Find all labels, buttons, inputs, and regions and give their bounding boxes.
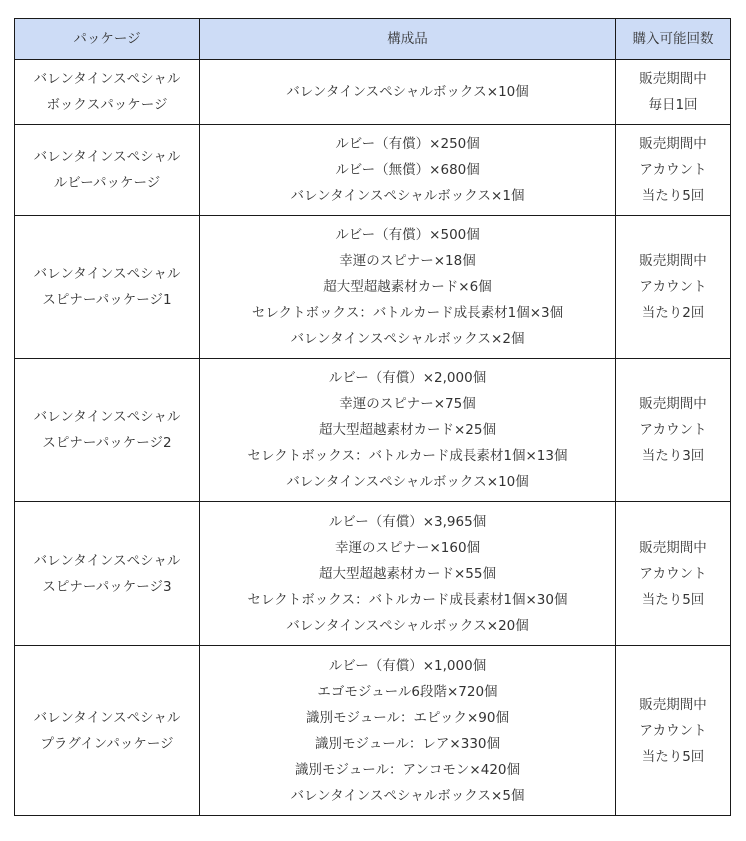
limit-line: 販売期間中 [639, 253, 707, 269]
package-name-line: バレンタインスペシャル [33, 71, 181, 87]
table-row [15, 502, 731, 646]
contents-cell [200, 125, 616, 216]
purchase-limit-cell [616, 60, 731, 125]
limit-line: アカウント [639, 279, 707, 295]
contents-cell [200, 216, 616, 359]
purchase-limit-cell [616, 359, 731, 502]
package-name-line: スピナーパッケージ3 [42, 578, 172, 595]
contents-cell [200, 646, 616, 816]
table-header-row [15, 19, 731, 60]
package-name-line: バレンタインスペシャル [33, 266, 181, 282]
package-name-line: バレンタインスペシャル [33, 409, 181, 425]
package-name-cell [15, 646, 200, 816]
contents-cell [200, 60, 616, 125]
contents-item: 超大型超越素材カード×55個 [319, 565, 496, 582]
contents-item: セレクトボックス：バトルカード成長素材1個×30個 [247, 591, 568, 608]
table-row [15, 216, 731, 359]
contents-item: バレンタインスペシャルボックス×10個 [286, 474, 529, 490]
contents-item: バレンタインスペシャルボックス×10個 [286, 84, 529, 100]
package-name-cell [15, 216, 200, 359]
limit-line: 毎日1回 [648, 97, 698, 113]
purchase-limit-cell [616, 216, 731, 359]
contents-item: バレンタインスペシャルボックス×20個 [286, 617, 529, 634]
table-row [15, 359, 731, 502]
package-name-line: ボックスパッケージ [46, 97, 168, 113]
limit-line: 当たり5回 [641, 748, 705, 765]
limit-line: 当たり2回 [641, 305, 705, 321]
table-row [15, 125, 731, 216]
package-name-cell [15, 359, 200, 502]
limit-line: 販売期間中 [639, 136, 707, 152]
contents-item: 超大型超越素材カード×25個 [319, 422, 496, 438]
package-name-line: バレンタインスペシャル [33, 709, 181, 726]
contents-item: ルビー（有償）×1,000個 [328, 657, 487, 674]
contents-item: バレンタインスペシャルボックス×5個 [290, 787, 525, 804]
contents-item: 識別モジュール：レア×330個 [314, 735, 501, 752]
contents-item: 識別モジュール：エピック×90個 [306, 709, 509, 726]
package-name-line: バレンタインスペシャル [33, 149, 181, 165]
limit-line: 当たり5回 [641, 591, 705, 608]
contents-item: エゴモジュール6段階×720個 [317, 683, 498, 700]
contents-item: 超大型超越素材カード×6個 [323, 279, 492, 295]
contents-cell [200, 359, 616, 502]
header-package: パッケージ [15, 19, 200, 60]
header-purchase-limit: 購入可能回数 [616, 19, 731, 60]
purchase-limit-cell [616, 125, 731, 216]
contents-item: ルビー（有償）×2,000個 [328, 370, 487, 386]
limit-line: 当たり3回 [641, 448, 705, 464]
limit-line: 販売期間中 [639, 696, 707, 713]
table-row [15, 646, 731, 816]
package-name-cell [15, 60, 200, 125]
limit-line: アカウント [639, 565, 707, 582]
contents-cell [200, 502, 616, 646]
package-name-line: スピナーパッケージ1 [42, 292, 172, 308]
contents-item: セレクトボックス：バトルカード成長素材1個×3個 [251, 305, 564, 321]
contents-item: 幸運のスピナー×18個 [339, 253, 476, 269]
limit-line: 販売期間中 [639, 396, 707, 412]
contents-item: バレンタインスペシャルボックス×2個 [290, 331, 525, 347]
package-name-line: バレンタインスペシャル [33, 552, 181, 569]
contents-item: ルビー（有償）×3,965個 [328, 513, 487, 530]
limit-line: アカウント [639, 162, 707, 178]
limit-line: 販売期間中 [639, 71, 707, 87]
purchase-limit-cell [616, 502, 731, 646]
contents-item: セレクトボックス：バトルカード成長素材1個×13個 [247, 448, 568, 464]
contents-item: ルビー（有償）×500個 [335, 227, 480, 243]
contents-item: 幸運のスピナー×75個 [339, 396, 476, 412]
contents-item: 識別モジュール：アンコモン×420個 [295, 761, 520, 778]
package-name-line: ルビーパッケージ [53, 175, 161, 191]
contents-item: 幸運のスピナー×160個 [334, 539, 481, 556]
package-name-line: スピナーパッケージ2 [42, 435, 172, 451]
limit-line: アカウント [639, 722, 707, 739]
limit-line: 当たり5回 [641, 188, 705, 204]
table-row [15, 60, 731, 125]
limit-line: 販売期間中 [639, 539, 707, 556]
header-contents: 構成品 [200, 19, 616, 60]
package-table [14, 18, 731, 816]
contents-item: ルビー（無償）×680個 [335, 162, 480, 178]
package-name-cell [15, 502, 200, 646]
contents-item: バレンタインスペシャルボックス×1個 [290, 188, 525, 204]
purchase-limit-cell [616, 646, 731, 816]
package-name-line: プラグインパッケージ [40, 735, 174, 752]
contents-item: ルビー（有償）×250個 [335, 136, 480, 152]
package-name-cell [15, 125, 200, 216]
limit-line: アカウント [639, 422, 707, 438]
